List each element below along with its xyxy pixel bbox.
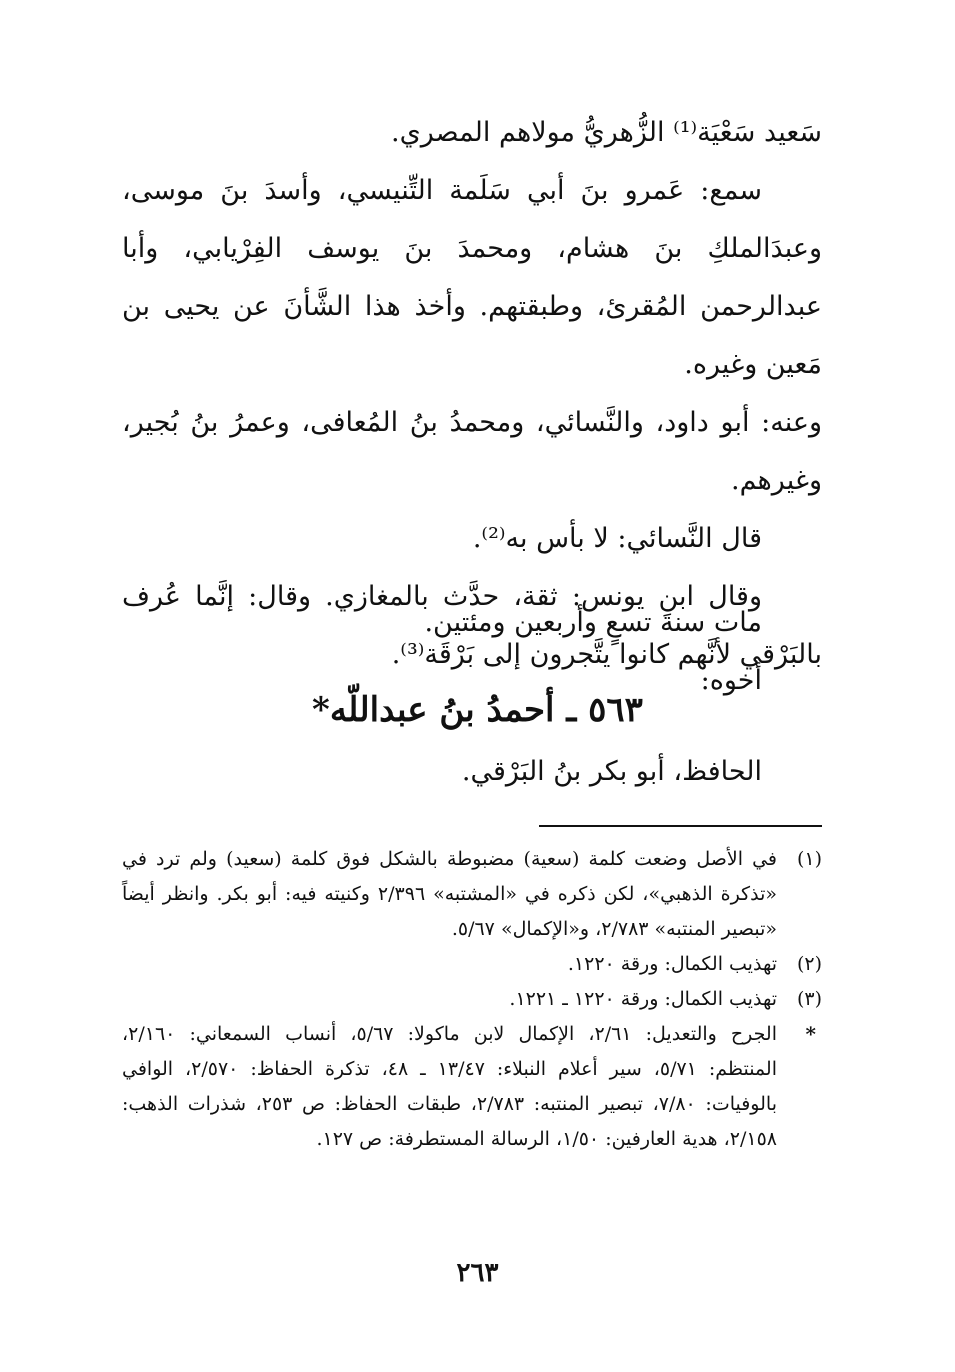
- footnote-1-mark: (١): [796, 848, 822, 870]
- footnote-3-text: تهذيب الكمال: ورقة ١٢٢٠ ـ ١٢٢١.: [509, 988, 777, 1010]
- heard-from-paragraph: سمع: عَمرو بنَ أبي سَلَمة التِّنيسي، وأسدَ بنَ موسى، وعبدَالملكِ بنَ هشام، ومحمدَ بنَ يوسف الفِرْيابي، وأبا عبدالرحمن المُقرئ، وطبقتهم. وأخذ هذا الشَّأنَ عن يحيى بن مَعين وغيره.: [122, 175, 822, 380]
- entry-subtitle-block: [122, 743, 822, 801]
- footnote-3: [122, 982, 822, 1017]
- footnotes: [122, 842, 822, 1157]
- footnote-3-mark: (٣): [796, 988, 822, 1010]
- page-number: ٢٦٣: [456, 1258, 499, 1288]
- footnote-sources: [122, 1017, 822, 1157]
- footnote-1: [122, 842, 822, 947]
- opening-line: سَعيد سَعْيَة⁽¹⁾ الزُّهريُّ مولاهم المصري.: [391, 117, 822, 148]
- death-line: مات سنةَ تسعٍ وأربعين ومئتين.: [424, 607, 762, 638]
- asterisk-icon: *: [805, 1022, 816, 1046]
- nasai-statement: قال النَّسائي: لا بأس به⁽²⁾.: [472, 523, 762, 554]
- ibn-yunus-statement: وقال ابن يونس: ثقة، حدَّث بالمغازي. وقال: إنَّما عُرف بالبَرْقي لأنَّهم كانوا يتَّجرون إلى بَرْقَة⁽³⁾.: [122, 581, 822, 670]
- footnote-2: [122, 947, 822, 982]
- footnote-2-mark: (٢): [796, 953, 822, 975]
- footnote-sources-text: الجرح والتعديل: ٢/٦١، الإكمال لابن ماكولا: ٥/٦٧، أنساب السمعاني: ٢/١٦٠، المنتظم: ٥/٧١، سير أعلام النبلاء: ١٣/٤٧ ـ ٤٨، تذكرة الحفاظ: ٢/٥٧٠، الوافي بالوفيات: ٧/٨٠، تبصير المنتبه: ٢/٧٨٣، طبقات الحفاظ: ص ٢٥٣، شذرات الذهب: ٢/١٥٨، هدية العارفين: ١/٥٠، الرسالة المستطرفة: ص ١٢٧.: [122, 1023, 777, 1150]
- narrators-paragraph: وعنه: أبو داود، والنَّسائي، ومحمدُ بنُ المُعافى، وعمرُ بنُ بُجير، وغيرهم.: [122, 407, 822, 496]
- entry-heading: ٥٦٣ ـ أحمدُ بنُ عبداللّه*: [312, 690, 643, 730]
- brother-label: أخوه:: [700, 665, 762, 696]
- entry-subtitle: الحافظ، أبو بكر بنُ البَرْقي.: [461, 756, 762, 787]
- footnote-2-text: تهذيب الكمال: ورقة ١٢٢٠.: [567, 953, 777, 975]
- footnote-1-text: في الأصل وضعت كلمة (سعية) مضبوطة بالشكل فوق كلمة (سعيد) ولم ترد في «تذكرة الذهبي»، لكن ذكره في «المشتبه» ٢/٣٩٦ وكنيته فيه: أبو بكر. وانظر أيضاً «تبصير المنتبه» ٢/٧٨٣، و«الإكمال» ٥/٦٧.: [122, 848, 777, 940]
- footnote-divider: [539, 825, 822, 827]
